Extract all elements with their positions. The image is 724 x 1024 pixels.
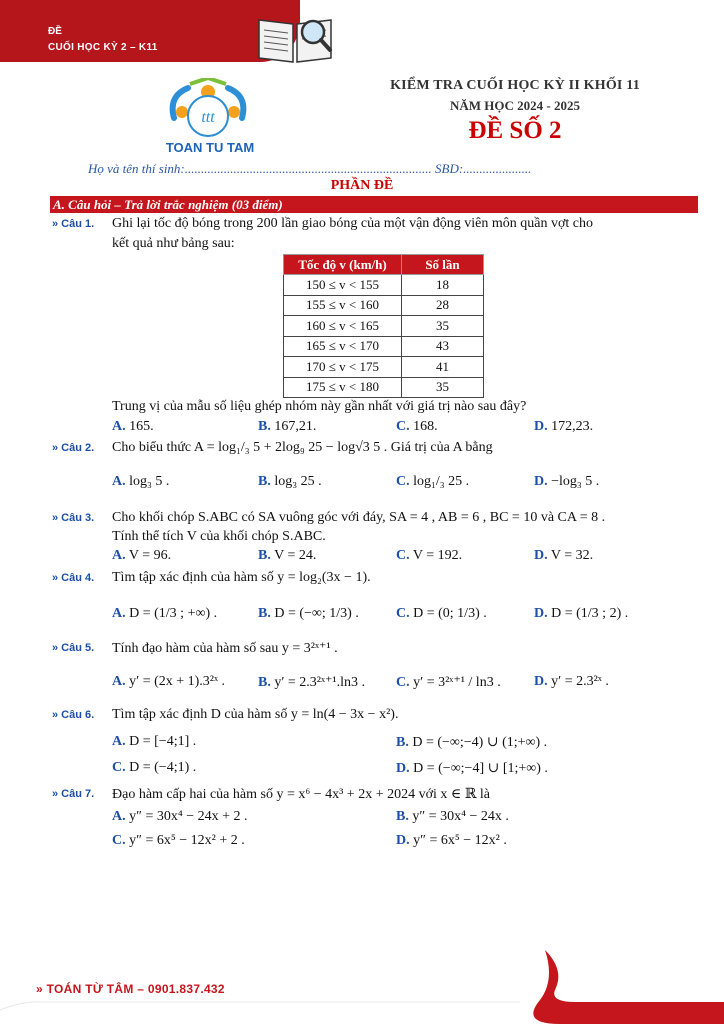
question-text: Ghi lại tốc độ bóng trong 200 lần giao bóng của một vận động viên môn quần vợt cho — [112, 216, 593, 231]
table-cell-count: 18 — [402, 275, 484, 296]
question-text: Trung vị của mẫu số liệu ghép nhóm này gần nhất với giá trị nào sau đây? — [112, 399, 527, 414]
option-text: y′ = 2.3²ˣ . — [551, 674, 609, 689]
option-b[interactable] — [258, 419, 316, 435]
table-header-count: Số lần — [402, 255, 484, 275]
table-cell-range: 155 ≤ v < 160 — [284, 295, 402, 316]
student-info-line: Họ và tên thí sinh:............................................................................ SBD:..................... — [88, 161, 532, 176]
option-letter: A. — [112, 419, 126, 434]
option-letter: D. — [396, 761, 410, 776]
question-label: » Câu 5. — [52, 642, 95, 654]
table-cell-range: 160 ≤ v < 165 — [284, 316, 402, 337]
option-text: D = (0; 1/3) . — [413, 606, 487, 621]
option-text: V = 32. — [550, 548, 594, 563]
table-cell-count: 28 — [402, 295, 484, 316]
table-cell-range: 165 ≤ v < 170 — [284, 336, 402, 357]
option-text: 172,23. — [551, 419, 594, 434]
question-label: » Câu 3. — [52, 512, 95, 524]
table-row — [284, 275, 484, 296]
option-letter: B. — [258, 474, 271, 489]
option-letter: C. — [396, 474, 410, 489]
table-row — [284, 336, 484, 357]
table-cell-count: 41 — [402, 357, 484, 378]
option-letter: B. — [396, 735, 409, 750]
option-c[interactable] — [396, 674, 501, 691]
question-text: Tìm tập xác định của hàm số y = log₂(3x − 1). — [112, 570, 371, 585]
question-text: Đạo hàm cấp hai của hàm số y = x⁶ − 4x³ + 2x + 2024 với x ∈ ℝ là — [112, 787, 490, 802]
option-b[interactable] — [258, 674, 365, 691]
option-letter: C. — [396, 548, 410, 563]
section-bar: A. Câu hỏi – Trả lời trắc nghiệm (03 điểm) — [50, 196, 698, 213]
option-a[interactable] — [112, 419, 154, 435]
option-text: D = (−∞; 1/3) . — [274, 606, 359, 621]
option-d[interactable] — [534, 474, 599, 490]
option-letter: C. — [396, 606, 410, 621]
option-d[interactable] — [396, 833, 507, 849]
option-letter: A. — [112, 809, 126, 824]
option-a[interactable] — [112, 606, 217, 622]
option-letter: D. — [396, 833, 410, 848]
option-c[interactable] — [396, 548, 462, 564]
option-b[interactable] — [258, 474, 322, 490]
banner-line2: CUỐI HỌC KỲ 2 – K11 — [48, 42, 158, 53]
option-letter: C. — [112, 833, 126, 848]
option-a[interactable] — [112, 809, 248, 825]
option-letter: D. — [534, 474, 548, 489]
option-letter: B. — [258, 548, 271, 563]
option-text: 167,21. — [274, 419, 317, 434]
table-cell-range: 175 ≤ v < 180 — [284, 377, 402, 398]
table-row — [284, 377, 484, 398]
option-letter: A. — [112, 674, 126, 689]
page-number: Trang 4 — [620, 987, 661, 1001]
option-text: 165. — [129, 419, 154, 434]
option-letter: D. — [534, 548, 548, 563]
option-text: D = (−∞;−4) ∪ (1;+∞) . — [412, 735, 548, 750]
question-text: Tính thể tích V của khối chóp S.ABC. — [112, 529, 326, 544]
option-text: V = 192. — [412, 548, 463, 563]
table-cell-count: 35 — [402, 316, 484, 337]
part-title: PHẦN ĐỀ — [330, 178, 394, 193]
question-label: » Câu 2. — [52, 442, 95, 454]
option-letter: C. — [112, 760, 126, 775]
table-header-row — [284, 255, 484, 275]
option-letter: A. — [112, 474, 126, 489]
option-letter: C. — [396, 419, 410, 434]
option-c[interactable] — [396, 606, 487, 622]
option-a[interactable] — [112, 734, 196, 750]
option-c[interactable] — [396, 474, 469, 490]
option-d[interactable] — [396, 760, 548, 777]
exam-title: ĐỀ SỐ 2 — [468, 117, 562, 144]
option-text: log₁/₃ 25 . — [413, 474, 470, 489]
option-text: D = [−4;1] . — [129, 734, 197, 749]
option-b[interactable] — [396, 809, 509, 825]
option-text: −log₃ 5 . — [551, 474, 600, 489]
table-cell-count: 43 — [402, 336, 484, 357]
exam-heading — [360, 78, 670, 145]
option-letter: B. — [258, 419, 271, 434]
option-a[interactable] — [112, 548, 171, 564]
option-letter: D. — [534, 674, 548, 689]
table-cell-count: 35 — [402, 377, 484, 398]
option-text: log₃ 5 . — [129, 474, 170, 489]
option-text: log₃ 25 . — [274, 474, 322, 489]
table-row — [284, 316, 484, 337]
logo-text: TOAN TU TAM — [165, 140, 255, 155]
book-magnifier-icon — [255, 8, 335, 66]
frequency-table — [283, 254, 484, 398]
option-letter: D. — [534, 419, 548, 434]
table-row — [284, 357, 484, 378]
option-text: y″ = 6x⁵ − 12x² . — [413, 833, 507, 848]
option-text: 168. — [413, 419, 438, 434]
option-text: V = 96. — [128, 548, 172, 563]
exam-line1: KIỂM TRA CUỐI HỌC KỲ II KHỐI 11 — [390, 78, 640, 93]
question-text: Tính đạo hàm của hàm số sau y = 3²ˣ⁺¹ . — [112, 641, 338, 656]
option-c[interactable] — [112, 833, 245, 849]
option-c[interactable] — [112, 760, 196, 776]
option-text: D = (1/3 ; +∞) . — [129, 606, 218, 621]
option-d[interactable] — [534, 606, 628, 622]
option-letter: D. — [534, 606, 548, 621]
table-header-speed: Tốc độ v (km/h) — [284, 255, 402, 275]
option-letter: A. — [112, 548, 126, 563]
option-c[interactable] — [396, 419, 438, 435]
option-letter: B. — [258, 606, 271, 621]
question-label: » Câu 6. — [52, 709, 95, 721]
option-text: y′ = 3²ˣ⁺¹ / ln3 . — [413, 675, 501, 690]
option-letter: A. — [112, 606, 126, 621]
option-d[interactable] — [534, 419, 593, 435]
question-label: » Câu 4. — [52, 572, 95, 584]
question-text: Cho khối chóp S.ABC có SA vuông góc với đáy, SA = 4 , AB = 6 , BC = 10 và CA = 8 . — [112, 510, 606, 525]
option-d[interactable] — [534, 548, 593, 564]
banner-line1: ĐỀ — [48, 26, 62, 37]
option-text: y′ = (2x + 1).3²ˣ . — [129, 674, 226, 689]
option-letter: B. — [396, 809, 409, 824]
option-letter: A. — [112, 734, 126, 749]
option-text: D = (−∞;−4] ∪ [1;+∞) . — [413, 761, 548, 776]
option-d[interactable] — [534, 674, 609, 690]
option-letter: B. — [258, 675, 271, 690]
question-text: Cho biểu thức A = log₁/₃ 5 + 2log₉ 25 − log√3 5 . Giá trị của A bằng — [112, 440, 493, 455]
option-text: D = (1/3 ; 2) . — [551, 606, 629, 621]
table-row — [284, 295, 484, 316]
question-label: » Câu 7. — [52, 788, 95, 800]
option-letter: C. — [396, 675, 410, 690]
option-text: y′ = 2.3²ˣ⁺¹.ln3 . — [274, 675, 366, 690]
option-text: y″ = 6x⁵ − 12x² + 2 . — [129, 833, 245, 848]
svg-text:ttt: ttt — [201, 109, 215, 126]
exam-line2: NĂM HỌC 2024 - 2025 — [450, 98, 580, 113]
table-cell-range: 150 ≤ v < 155 — [284, 275, 402, 296]
question-label: » Câu 1. — [52, 218, 95, 230]
footer-contact: » TOÁN TỪ TÂM – 0901.837.432 — [36, 982, 225, 996]
option-a[interactable] — [112, 674, 225, 690]
option-a[interactable] — [112, 474, 169, 490]
option-text: V = 24. — [274, 548, 317, 563]
table-cell-range: 170 ≤ v < 175 — [284, 357, 402, 378]
option-b[interactable] — [258, 606, 359, 622]
option-b[interactable] — [396, 734, 547, 751]
option-b[interactable] — [258, 548, 316, 564]
option-text: y″ = 30x⁴ − 24x . — [412, 809, 509, 824]
option-text: D = (−4;1) . — [129, 760, 197, 775]
question-text: kết quả như bảng sau: — [112, 236, 235, 251]
question-text: Tìm tập xác định D của hàm số y = ln(4 − 3x − x²). — [112, 707, 399, 722]
option-text: y″ = 30x⁴ − 24x + 2 . — [129, 809, 248, 824]
